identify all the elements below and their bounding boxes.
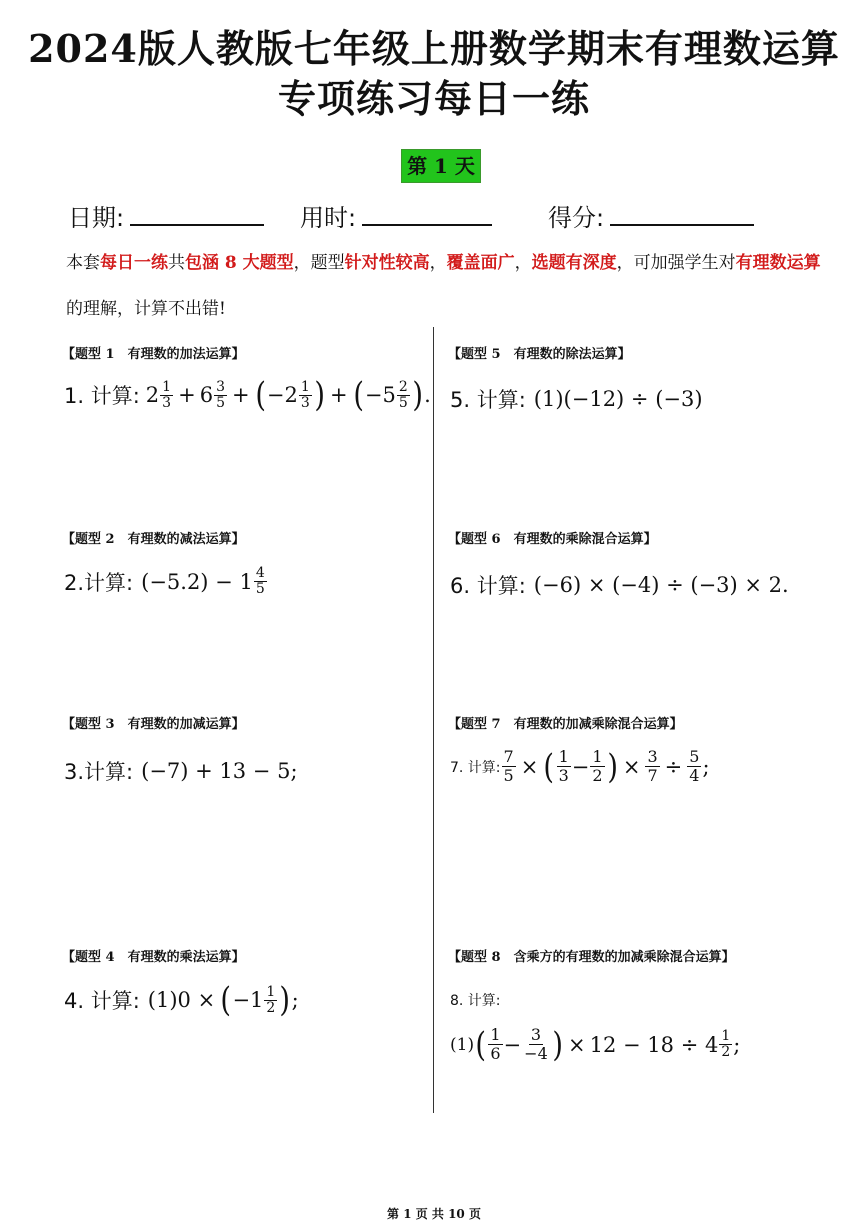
- section-heading-6: 【题型 6 有理数的乘除混合运算】: [448, 532, 657, 547]
- page-footer: 第 1 页 共 10 页: [387, 1207, 481, 1221]
- problem-2: 2.计算: (−5.2) − 1 $\frac{4}{5}$: [64, 565, 265, 597]
- score-blank[interactable]: [610, 198, 754, 226]
- problem-8: (1) ( $\frac{1}{6}$ − $\frac{3}{-4}$ ) × 12 − 18 ÷ 4 $\frac{1}{2}$ ;: [450, 1024, 741, 1065]
- section-heading-1: 【题型 1 有理数的加法运算】: [62, 347, 245, 362]
- section-heading-4: 【题型 4 有理数的乘法运算】: [62, 950, 245, 965]
- document-title-line1: 2024版人教版七年级上册数学期末有理数运算: [28, 26, 840, 71]
- date-label: 日期:: [68, 204, 125, 232]
- problem-6-expression: (−6) × (−4) ÷ (−3) × 2.: [533, 573, 789, 597]
- column-divider: [433, 327, 434, 1113]
- problem-6: [450, 570, 789, 600]
- score-label: 得分:: [548, 204, 605, 232]
- intro-paragraph: 本套每日一练共包涵 8 大题型，题型针对性较高，覆盖面广，选题有深度，可加强学生对有理数运算的理解，计算不出错!: [66, 253, 821, 319]
- problem-8-label-row: [450, 990, 501, 1010]
- problem-6-label: 6. 计算:: [450, 574, 526, 598]
- problem-3-expression: (−7) + 13 − 5;: [141, 759, 298, 783]
- problem-5-label: 5. 计算:: [450, 388, 526, 412]
- day-badge: 第 1 天: [401, 149, 481, 183]
- section-heading-3: 【题型 3 有理数的加减运算】: [62, 717, 245, 732]
- problem-3-label: 3.计算:: [64, 760, 134, 784]
- document-title-line2: 专项练习每日一练: [277, 76, 590, 121]
- time-blank[interactable]: [362, 198, 492, 226]
- date-blank[interactable]: [130, 198, 264, 226]
- problem-7-label: 7. 计算:: [450, 759, 501, 776]
- problem-7: 7. 计算: $\frac{7}{5}$ × ( $\frac{1}{3}$ − $\frac{1}{2}$ ) × $\frac{3}{7}$ ÷ $\frac{5}{4}$ ;: [450, 746, 710, 787]
- score-field: [548, 198, 754, 233]
- section-heading-7: 【题型 7 有理数的加减乘除混合运算】: [448, 717, 683, 732]
- problem-2-label: 2.计算:: [64, 570, 134, 595]
- section-heading-2: 【题型 2 有理数的减法运算】: [62, 532, 245, 547]
- problem-3: [64, 756, 298, 786]
- time-field: [300, 198, 492, 233]
- problem-5-expression: (1)(−12) ÷ (−3): [533, 387, 703, 411]
- section-heading-5: 【题型 5 有理数的除法运算】: [448, 347, 631, 362]
- time-label: 用时:: [300, 204, 357, 232]
- problem-1-label: 1. 计算:: [64, 384, 140, 408]
- problem-1: 1. 计算: 2 $\frac{1}{3}$ + 6 $\frac{3}{5}$ + ( −2 $\frac{1}{3}$ ) + ( −5 $\frac{2}{5}$ ) .: [64, 375, 431, 415]
- problem-4-label: 4. 计算:: [64, 989, 140, 1013]
- problem-5: [450, 384, 703, 414]
- problem-8-label: 8. 计算:: [450, 993, 501, 1009]
- section-heading-8: 【题型 8 含乘方的有理数的加减乘除混合运算】: [448, 950, 735, 965]
- problem-4: 4. 计算: (1)0 × ( −1 $\frac{1}{2}$ ) ;: [64, 980, 299, 1020]
- date-field: [68, 198, 264, 233]
